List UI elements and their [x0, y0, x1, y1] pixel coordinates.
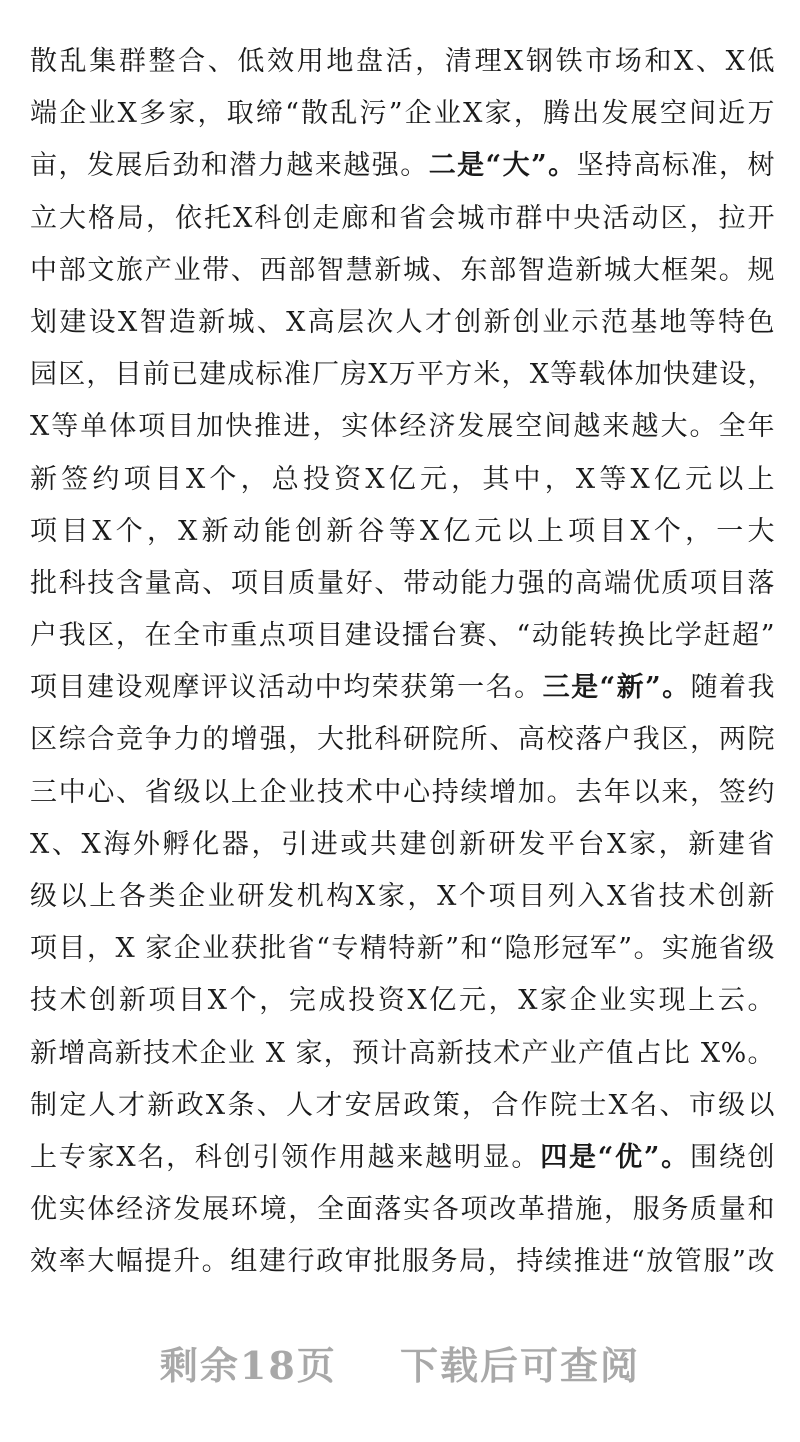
text-line — [30, 245, 775, 297]
text-segment: 级以上各类企业研发机构X家，X个项目列入X省技术创新 — [30, 881, 775, 912]
bold-heading-phrase: 二是“大”。 — [428, 150, 577, 182]
text-segment: 区综合竞争力的增强，大批科研院所、高校落户我区，两院 — [30, 724, 775, 756]
text-line — [30, 297, 775, 349]
text-segment: 园区，目前已建成标准厂房X万平方米，X等载体加快建设， — [30, 359, 775, 391]
text-line — [30, 1028, 775, 1080]
text-segment: 随着我 — [690, 672, 775, 704]
text-segment: 中部文旅产业带、西部智慧新城、东部智造新城大框架。规 — [30, 254, 775, 286]
text-segment: 端企业X多家，取缔“散乱污”企业X家，腾出发展空间近万 — [30, 98, 775, 130]
text-segment: 亩，发展后劲和潜力越来越强。 — [30, 150, 429, 182]
text-segment: 项目建设观摩评议活动中均荣获第一名。 — [30, 672, 543, 704]
text-segment: X、X海外孵化器，引进或共建创新研发平台X家，新建省 — [30, 828, 775, 860]
text-line — [30, 36, 775, 88]
document-body — [30, 36, 775, 1289]
text-line — [30, 662, 775, 714]
text-segment: 效率大幅提升。组建行政审批服务局，持续推进“放管服”改 — [30, 1246, 775, 1278]
text-line — [30, 506, 775, 558]
text-line — [30, 88, 775, 140]
text-segment: 制定人才新政X条、人才安居政策，合作院士X名、市级以 — [30, 1089, 775, 1121]
text-line — [30, 401, 775, 453]
text-segment: 新增高新技术企业 X 家，预计高新技术产业产值占比 X%。 — [30, 1037, 775, 1069]
text-line — [30, 1184, 775, 1236]
text-segment: 技术创新项目X个，完成投资X亿元，X家企业实现上云。 — [30, 985, 775, 1017]
text-segment: 三中心、省级以上企业技术中心持续增加。去年以来，签约 — [30, 776, 775, 808]
text-segment: 上专家X名，科创引领作用越来越明显。 — [30, 1141, 541, 1173]
download-to-read-link[interactable]: 下载后可查阅 — [400, 1343, 641, 1388]
text-segment: 项目X个，X新动能创新谷等X亿元以上项目X个，一大 — [30, 515, 775, 547]
text-segment: 优实体经济发展环境，全面落实各项改革措施，服务质量和 — [30, 1194, 775, 1226]
text-line — [30, 454, 775, 506]
text-line — [30, 767, 775, 819]
text-line — [30, 975, 775, 1027]
text-segment: 项目，X 家企业获批省“专精特新”和“隐形冠军”。实施省级 — [30, 933, 775, 965]
text-line — [30, 819, 775, 871]
text-segment: 坚持高标准，树 — [576, 150, 775, 182]
text-segment: 新签约项目X个，总投资X亿元，其中，X等X亿元以上 — [30, 463, 775, 495]
text-line — [30, 871, 775, 923]
text-line — [30, 610, 775, 662]
text-segment: X等单体项目加快推进，实体经济发展空间越来越大。全年 — [30, 411, 775, 443]
bold-heading-phrase: 四是“优”。 — [540, 1141, 690, 1173]
download-banner[interactable] — [0, 1335, 800, 1390]
bold-heading-phrase: 三是“新”。 — [542, 672, 691, 704]
text-line — [30, 1080, 775, 1132]
text-segment: 立大格局，依托X科创走廊和省会城市群中央活动区，拉开 — [30, 202, 775, 234]
text-line — [30, 558, 775, 610]
text-line — [30, 349, 775, 401]
text-segment: 户我区，在全市重点项目建设擂台赛、“动能转换比学赶超” — [30, 620, 775, 652]
text-line — [30, 714, 775, 766]
text-segment: 批科技含量高、项目质量好、带动能力强的高端优质项目落 — [30, 567, 775, 599]
text-line — [30, 193, 775, 245]
text-segment: 围绕创 — [689, 1141, 775, 1173]
remaining-pages-label: 剩余18页 — [159, 1343, 337, 1388]
text-line — [30, 923, 775, 975]
text-line — [30, 1132, 775, 1184]
text-segment: 划建设X智造新城、X高层次人才创新创业示范基地等特色 — [30, 306, 775, 338]
text-segment: 散乱集群整合、低效用地盘活，清理X钢铁市场和X、X低 — [30, 46, 775, 77]
text-line — [30, 140, 775, 192]
text-line — [30, 1236, 775, 1288]
